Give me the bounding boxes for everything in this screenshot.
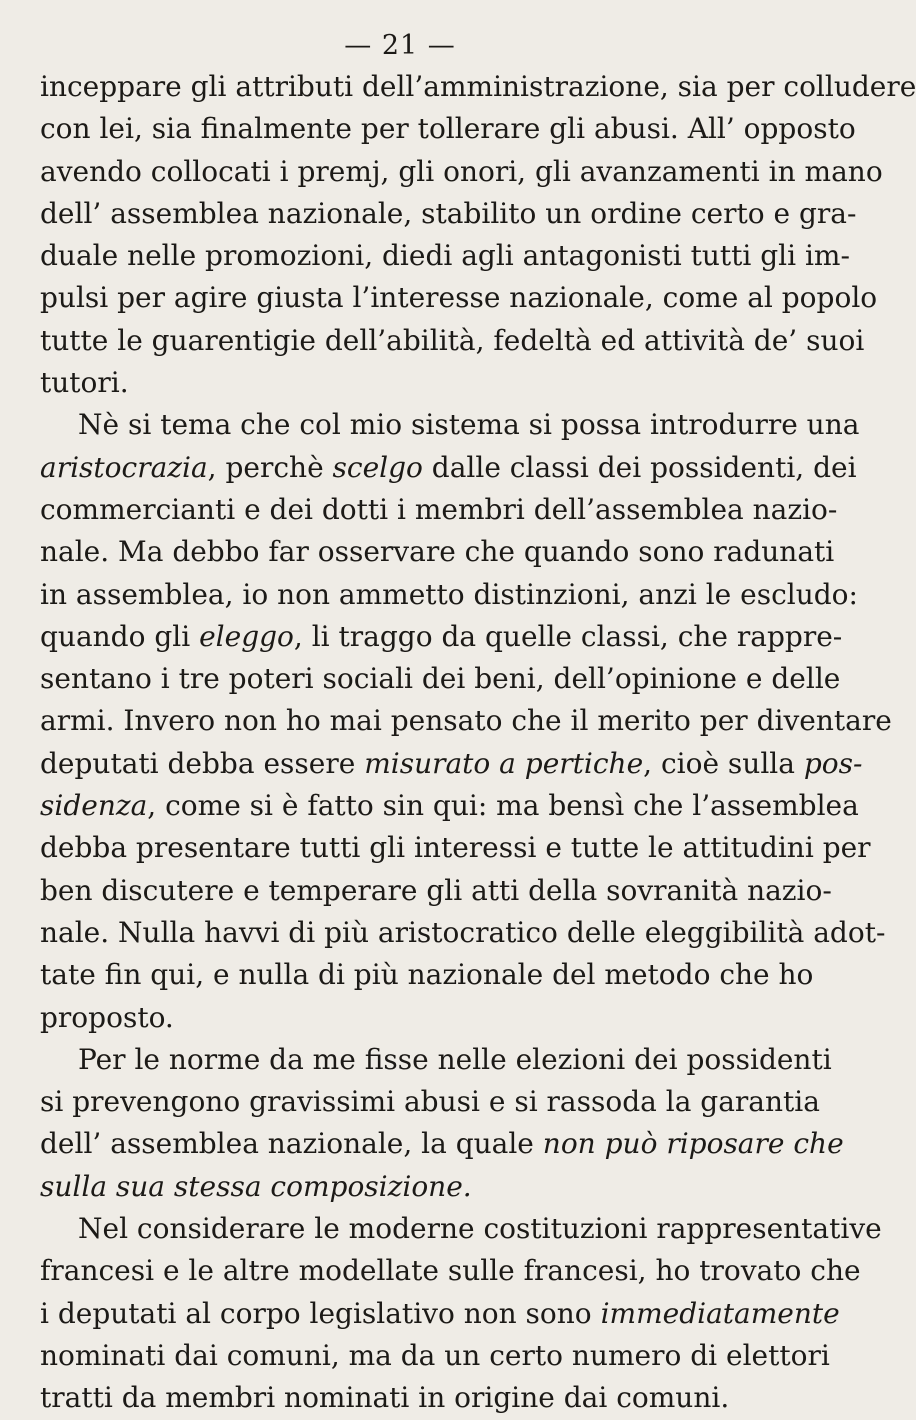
italic-text: scelgo [332,450,423,484]
text-line [40,574,858,616]
text-segment: nale. Ma debbo far osservare che quando sono radunati [40,535,835,569]
text-segment: sentano i tre poteri sociali dei beni, dell’opinione e delle [40,662,841,696]
text-segment: tutori. [40,366,129,400]
text-segment: ben discutere e temperare gli atti della sovranità nazio- [40,873,832,907]
text-line [40,1039,832,1081]
italic-text: aristocrazia [40,450,208,484]
text-segment: debba presentare tutti gli interessi e tutte le attitudini per [40,831,871,865]
text-segment: Nè si tema che col mio sistema si possa introdurre una [78,408,860,442]
text-segment: tutte le guarentigie dell’abilità, fedeltà ed attività de’ suoi [40,323,865,357]
text-line [40,658,841,700]
text-line [40,235,850,277]
text-segment: , come si è fatto sin qui: ma bensì che l’assemblea [147,789,859,823]
text-segment: armi. Invero non ho mai pensato che il merito per diventare [40,704,892,738]
text-line [40,1208,882,1250]
italic-text: immediatamente [600,1296,840,1330]
text-segment: in assemblea, io non ammetto distinzioni, anzi le escludo: [40,577,858,611]
text-line [40,785,859,827]
text-segment: dell’ assemblea nazionale, la quale [40,1127,543,1161]
text-segment: nale. Nulla havvi di più aristocratico delle eleggibilità adot- [40,915,886,949]
italic-text: sidenza [40,789,148,823]
italic-text: pos- [803,746,863,780]
text-segment: , perchè [207,450,333,484]
text-line [40,1335,830,1377]
text-segment: Per le norme da me fisse nelle elezioni dei possidenti [78,1042,832,1076]
italic-text: sulla sua stessa composizione. [40,1169,472,1203]
text-segment: si prevengono gravissimi abusi e si rassoda la garantia [40,1085,820,1119]
text-line [40,489,838,531]
text-line [40,700,892,742]
text-line [40,1293,840,1335]
text-segment: avendo collocati i premj, gli onori, gli avanzamenti in mano [40,154,883,188]
italic-text: non può riposare che [542,1127,844,1161]
text-segment: deputati debba essere [40,746,365,780]
text-line [40,277,878,319]
text-segment: duale nelle promozioni, diedi agli antagonisti tutti gli im- [40,239,850,273]
text-line [40,997,770,1039]
text-line [40,954,814,996]
text-line [40,1123,844,1165]
text-line [40,827,871,869]
text-line [40,1250,861,1292]
text-segment: tate fin qui, e nulla di più nazionale del metodo che ho [40,958,814,992]
text-segment: , cioè sulla [643,746,804,780]
text-line [40,66,916,108]
text-line [40,320,865,362]
text-segment: quando gli [40,619,200,653]
text-segment: con lei, sia finalmente per tollerare gli abusi. All’ opposto [40,112,856,146]
text-segment: nominati dai comuni, ma da un certo numero di elettori [40,1338,830,1372]
text-segment: tratti da membri nominati in origine dai comuni. [40,1381,730,1415]
text-segment: dalle classi dei possidenti, dei [422,450,857,484]
text-segment: Nel considerare le moderne costituzioni rappresentative [78,1212,882,1246]
body-text [40,66,916,1420]
text-segment: i deputati al corpo legislativo non sono [40,1296,601,1330]
page-number: — 21 — [344,30,456,61]
text-line [40,404,860,446]
text-line [40,1377,770,1419]
text-segment: inceppare gli attributi dell’amministrazione, sia per colludere [40,70,916,103]
text-segment: commercianti e dei dotti i membri dell’assemblea nazio- [40,492,838,526]
text-segment: pulsi per agire giusta l’interesse nazionale, come al popolo [40,281,878,315]
text-line [40,447,857,489]
italic-text: eleggo [199,619,294,653]
text-line [40,151,883,193]
text-line [40,870,832,912]
text-line [40,912,886,954]
italic-text: misurato a pertiche [364,746,644,780]
text-line [40,743,863,785]
text-segment: francesi e le altre modellate sulle francesi, ho trovato che [40,1254,861,1288]
text-line [40,108,856,150]
text-line [40,531,835,573]
text-segment: , li traggo da quelle classi, che rappre- [293,619,843,653]
text-segment: dell’ assemblea nazionale, stabilito un ordine certo e gra- [40,196,857,230]
text-line [40,362,770,404]
text-line [40,1081,820,1123]
text-line [40,193,857,235]
text-line [40,616,843,658]
text-line [40,1166,770,1208]
text-segment: proposto. [40,1000,174,1034]
